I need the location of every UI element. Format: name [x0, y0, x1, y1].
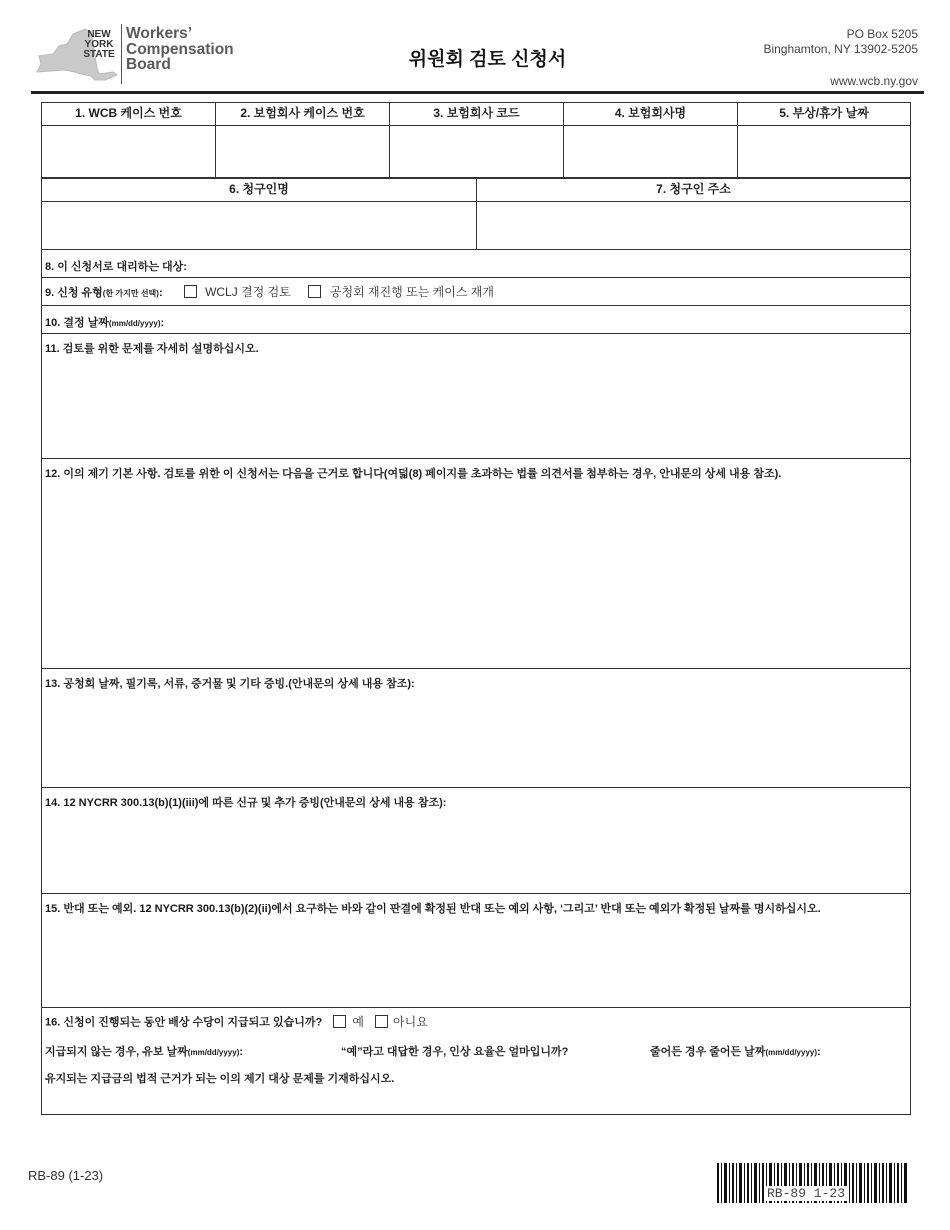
- carrier-case-number-field[interactable]: [215, 125, 390, 178]
- barcode-text: RB-89 1-23: [767, 1186, 846, 1201]
- logo-agency-name: Workers’ Compensation Board: [126, 25, 234, 73]
- carrier-name-header: 4. 보험회사명: [563, 102, 738, 126]
- q13-label: 13. 공청회 날짜, 필기록, 서류, 증거물 및 기타 증빙.(안내문의 상세 내용 참조):: [45, 678, 415, 690]
- q15-label: 15. 반대 또는 예외. 12 NYCRR 300.13(b)(2)(ii)에서 요구하는 바와 같이 판결에 확정된 반대 또는 예외 사항, ‘그리고’ 반대 또는 예외가 확정된 날짜를 명시하십시오.: [45, 903, 821, 915]
- claimant-name-header: 6. 청구인명: [41, 178, 477, 202]
- wclj-review-checkbox[interactable]: [184, 285, 197, 298]
- q15-section[interactable]: [41, 893, 911, 1008]
- q9-row: [41, 277, 911, 306]
- payment-no-label: 아니요: [393, 1015, 428, 1029]
- carrier-code-header: 3. 보험회사 코드: [389, 102, 564, 126]
- claimant-name-field[interactable]: [41, 201, 477, 250]
- q10-row[interactable]: [41, 305, 911, 334]
- wcb-case-number-header: 1. WCB 케이스 번호: [41, 102, 216, 126]
- q14-section[interactable]: [41, 787, 911, 894]
- injury-date-field[interactable]: [737, 125, 911, 178]
- mailing-address: PO Box 5205 Binghamton, NY 13902-5205: [763, 27, 918, 56]
- carrier-name-field[interactable]: [563, 125, 738, 178]
- payment-yes-checkbox[interactable]: [333, 1015, 346, 1028]
- wclj-review-label: WCLJ 결정 검토: [205, 285, 291, 299]
- q11-label: 11. 검토를 위한 문제를 자세히 설명하십시오.: [45, 343, 259, 355]
- q12-label: 12. 이의 제기 기본 사항. 검토를 위한 이 신청서는 다음을 근거로 합니다(여덟(8) 페이지를 초과하는 법률 의견서를 첨부하는 경우, 안내문의 상세 내용 참조).: [45, 468, 782, 480]
- website-link[interactable]: www.wcb.ny.gov: [830, 74, 918, 88]
- rate-increase-label: “예”라고 대답한 경우, 인상 요율은 얼마입니까?: [341, 1046, 569, 1058]
- rehearing-checkbox[interactable]: [308, 285, 321, 298]
- q14-label: 14. 12 NYCRR 300.13(b)(1)(iii)에 따른 신규 및 추가 증빙(안내문의 상세 내용 참조):: [45, 797, 447, 809]
- form-title: 위원회 검토 신청서: [408, 49, 567, 70]
- q8-label: 8. 이 신청서로 대리하는 대상:: [45, 261, 187, 273]
- payment-no-checkbox[interactable]: [375, 1015, 388, 1028]
- injury-date-header: 5. 부상/휴가 날짜: [737, 102, 911, 126]
- reduced-date-label: 줄어든 경우 줄어든 날짜(mm/dd/yyyy):: [650, 1046, 821, 1058]
- carrier-code-field[interactable]: [389, 125, 564, 178]
- rehearing-label: 공청회 재진행 또는 케이스 재개: [329, 285, 494, 299]
- q16-question: 16. 신청이 진행되는 동안 배상 수당이 지급되고 있습니까? 예 아니요: [45, 1015, 428, 1029]
- logo-state-label: NEW YORK STATE: [83, 29, 115, 60]
- header-rule: [31, 91, 924, 94]
- withheld-date-label: 지급되지 않는 경우, 유보 날짜(mm/dd/yyyy):: [45, 1046, 244, 1058]
- q10-label: 10. 결정 날짜(mm/dd/yyyy):: [45, 317, 165, 329]
- carrier-case-number-header: 2. 보험회사 케이스 번호: [215, 102, 390, 126]
- claimant-address-header: 7. 청구인 주소: [476, 178, 911, 202]
- q9-label: 9. 신청 유형(한 가지만 선택):: [45, 287, 163, 299]
- form-id: RB-89 (1-23): [28, 1168, 104, 1183]
- wcb-case-number-field[interactable]: [41, 125, 216, 178]
- legal-basis-label: 유지되는 지급금의 법적 근거가 되는 이의 제기 대상 문제를 기재하십시오.: [45, 1073, 395, 1085]
- q11-section[interactable]: [41, 333, 911, 459]
- q13-section[interactable]: [41, 668, 911, 788]
- q16-section: [41, 1007, 911, 1115]
- q9-options: [184, 283, 494, 300]
- q8-row[interactable]: [41, 249, 911, 278]
- payment-yes-label: 예: [352, 1015, 364, 1029]
- q12-section[interactable]: [41, 458, 911, 669]
- claimant-address-field[interactable]: [476, 201, 911, 250]
